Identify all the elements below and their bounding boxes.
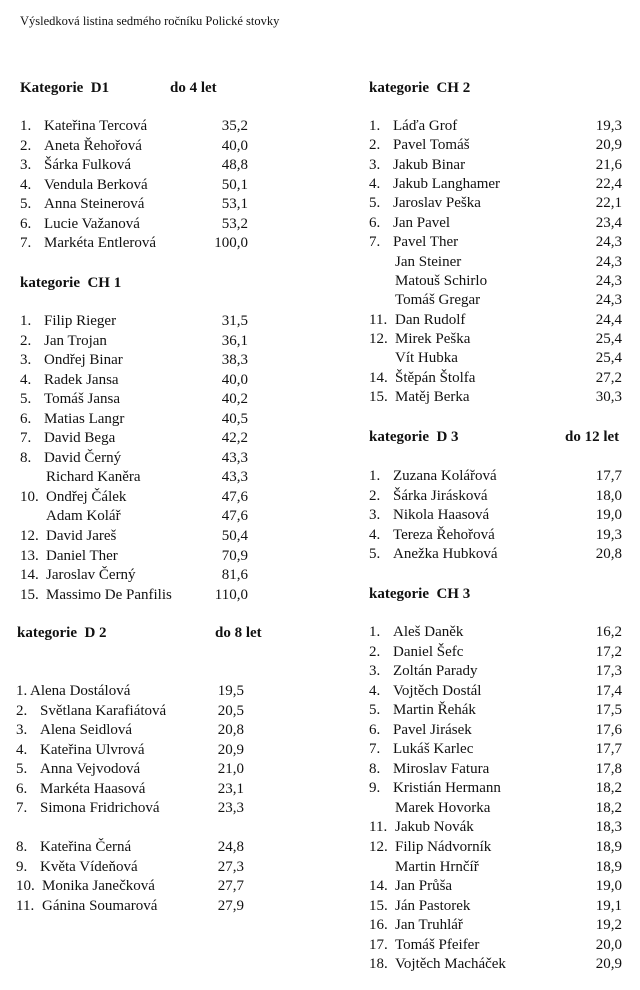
result-name: Kateřina Černá — [40, 839, 132, 855]
result-rank: 1. — [20, 313, 32, 329]
result-name: Anna Vejvodová — [40, 761, 141, 778]
result-rank: 14. — [20, 567, 39, 584]
results-list-d2-continued — [16, 838, 256, 916]
result-rank: 7. — [369, 234, 381, 251]
results-list-ch2 — [369, 117, 629, 407]
result-row — [369, 643, 629, 663]
result-value: 17,3 — [595, 663, 622, 680]
result-value: 18,0 — [595, 487, 622, 504]
result-name: Adam Kolář — [46, 508, 121, 525]
result-row — [369, 799, 629, 819]
result-rank: 2. — [16, 702, 28, 719]
result-row — [20, 449, 260, 469]
result-value: 42,2 — [221, 430, 248, 447]
category-heading-d2: kategorie D 2 — [17, 625, 107, 641]
result-rank: 7. — [20, 430, 32, 447]
result-rank: 8. — [20, 449, 32, 466]
result-name: Monika Janečková — [42, 878, 155, 895]
result-name: Alena Seidlová — [40, 722, 133, 739]
category-heading-d3: kategorie D 3 — [369, 429, 459, 445]
result-value: 43,3 — [221, 469, 248, 486]
result-value: 27,9 — [217, 897, 244, 914]
result-value: 22,4 — [595, 176, 622, 193]
result-name: Jakub Novák — [395, 819, 474, 836]
result-row — [20, 176, 260, 196]
result-row — [20, 156, 260, 176]
result-rank: 5. — [369, 195, 381, 212]
result-name: Aneta Řehořová — [44, 137, 142, 154]
result-rank: 17. — [369, 936, 388, 953]
result-row — [20, 488, 260, 508]
result-value: 40,5 — [221, 410, 248, 427]
result-rank: 12. — [369, 330, 388, 347]
result-name: Jakub Binar — [393, 156, 466, 173]
category-heading-d1: Kategorie D1 — [20, 80, 110, 96]
result-row — [369, 662, 629, 682]
result-value: 24,3 — [595, 234, 622, 251]
result-name: Láďa Grof — [393, 118, 458, 134]
result-rank: 5. — [20, 391, 32, 408]
result-name: Tomáš Jansa — [44, 391, 121, 408]
result-value: 18,2 — [595, 799, 622, 816]
result-name: David Bega — [44, 430, 116, 447]
result-rank: 4. — [16, 741, 28, 758]
result-value: 19,1 — [595, 897, 622, 914]
result-row — [20, 507, 260, 527]
result-value: 38,3 — [221, 352, 248, 369]
result-row — [369, 545, 629, 565]
result-value: 21,6 — [595, 156, 622, 173]
result-value: 17,7 — [595, 468, 622, 484]
result-value: 19,3 — [595, 118, 622, 134]
result-value: 24,3 — [595, 253, 622, 270]
result-row — [369, 388, 629, 407]
result-name: Tereza Řehořová — [393, 526, 495, 543]
result-rank: 4. — [369, 682, 381, 699]
result-name: Jan Pavel — [393, 214, 451, 231]
result-value: 17,4 — [595, 682, 622, 699]
result-name: Kristián Hermann — [393, 780, 501, 797]
result-row — [369, 467, 629, 487]
category-heading-ch2: kategorie CH 2 — [369, 80, 471, 96]
result-value: 20,8 — [595, 546, 622, 563]
result-name: Vojtěch Macháček — [395, 956, 506, 973]
result-value: 53,2 — [221, 215, 248, 232]
result-value: 18,9 — [595, 858, 622, 875]
result-value: 18,9 — [595, 839, 622, 856]
result-name: Daniel Ther — [46, 547, 118, 564]
result-row — [20, 215, 260, 235]
result-rank: 5. — [20, 196, 32, 213]
result-value: 50,4 — [221, 528, 248, 545]
result-rank: 3. — [20, 157, 32, 174]
result-row — [16, 799, 256, 819]
result-name: Ján Pastorek — [395, 897, 471, 914]
result-row — [16, 780, 256, 800]
result-value: 19,5 — [217, 683, 244, 699]
result-name: Vendula Berková — [44, 176, 148, 193]
result-row — [20, 332, 260, 352]
result-row — [369, 897, 629, 917]
result-rank: 5. — [369, 546, 381, 563]
result-row — [369, 311, 629, 330]
results-list-d3 — [369, 467, 629, 565]
result-row — [16, 702, 256, 722]
result-row — [20, 547, 260, 567]
result-row — [369, 721, 629, 741]
result-name: Matouš Schirlo — [395, 272, 488, 289]
result-row — [20, 234, 260, 254]
result-value: 17,8 — [595, 760, 622, 777]
result-row — [369, 156, 629, 175]
result-rank: 4. — [20, 176, 32, 193]
result-rank: 15. — [369, 897, 388, 914]
result-row — [369, 858, 629, 878]
result-row — [20, 371, 260, 391]
result-value: 22,1 — [595, 195, 622, 212]
result-row — [20, 566, 260, 586]
result-row — [369, 253, 629, 272]
result-name: Jan Steiner — [395, 253, 462, 270]
result-rank: 13. — [20, 547, 39, 564]
result-rank: 1. — [369, 624, 381, 640]
result-row — [369, 233, 629, 252]
result-rank: 8. — [16, 839, 28, 855]
result-rank: 16. — [369, 917, 388, 934]
result-name: Anežka Hubková — [393, 546, 498, 563]
result-rank: 3. — [369, 663, 381, 680]
result-row — [369, 349, 629, 368]
result-rank: 10. — [16, 878, 35, 895]
result-rank: 11. — [369, 311, 388, 328]
result-name: Tomáš Pfeifer — [395, 936, 480, 953]
result-name: Jan Truhlář — [395, 917, 463, 934]
result-name: Aleš Daněk — [393, 624, 464, 640]
result-value: 40,0 — [221, 137, 248, 154]
result-row — [369, 117, 629, 136]
result-name: Jan Trojan — [44, 332, 107, 349]
result-rank: 10. — [20, 488, 39, 505]
result-rank: 9. — [369, 780, 381, 797]
result-rank: 3. — [20, 352, 32, 369]
result-rank: 14. — [369, 369, 388, 386]
result-name: Filip Rieger — [44, 313, 117, 329]
result-name: Miroslav Fatura — [393, 760, 490, 777]
result-value: 20,8 — [217, 722, 244, 739]
result-value: 20,9 — [595, 137, 622, 154]
result-rank: 3. — [369, 156, 381, 173]
results-list-d1 — [20, 117, 260, 254]
result-rank: 4. — [369, 526, 381, 543]
document-title: Výsledková listina sedmého ročníku Polické stovky — [20, 14, 280, 28]
result-name: Simona Fridrichová — [40, 800, 160, 817]
result-value: 16,2 — [595, 624, 622, 640]
result-rank: 6. — [16, 780, 28, 797]
result-rank: 11. — [16, 897, 35, 914]
result-name: Zuzana Kolářová — [393, 468, 497, 484]
result-name: Dan Rudolf — [395, 311, 466, 328]
result-name: Šárka Jirásková — [393, 487, 488, 504]
result-value: 110,0 — [214, 586, 248, 603]
result-row — [20, 117, 260, 137]
result-name: Alena Dostálová — [30, 683, 131, 699]
result-rank: 15. — [20, 586, 39, 603]
result-row — [369, 272, 629, 291]
result-rank: 4. — [369, 176, 381, 193]
result-rank: 11. — [369, 819, 388, 836]
result-rank: 18. — [369, 956, 388, 973]
result-value: 53,1 — [221, 196, 248, 213]
result-name: Kateřina Ulvrová — [40, 741, 145, 758]
result-name: Martin Hrnčíř — [395, 858, 479, 875]
result-name: Richard Kaněra — [46, 469, 141, 486]
result-row — [369, 136, 629, 155]
result-row — [369, 701, 629, 721]
result-name: Matias Langr — [44, 410, 125, 427]
result-rank: 3. — [16, 722, 28, 739]
result-value: 20,5 — [217, 702, 244, 719]
result-rank: 2. — [20, 137, 32, 154]
result-value: 50,1 — [221, 176, 248, 193]
result-row — [369, 779, 629, 799]
result-row — [369, 818, 629, 838]
result-rank: 12. — [369, 839, 388, 856]
result-value: 23,1 — [217, 780, 244, 797]
result-name: Květa Vídeňová — [40, 858, 138, 875]
result-value: 43,3 — [221, 449, 248, 466]
result-value: 27,7 — [217, 878, 244, 895]
result-name: Matěj Berka — [395, 389, 470, 406]
result-name: Anna Steinerová — [44, 196, 145, 213]
result-value: 17,2 — [595, 643, 622, 660]
result-row — [20, 351, 260, 371]
result-rank: 2. — [369, 487, 381, 504]
result-rank: 1. — [369, 468, 381, 484]
result-rank: 7. — [20, 235, 32, 252]
age-limit-d1: do 4 let — [170, 80, 217, 96]
result-value: 20,9 — [595, 956, 622, 973]
result-row — [16, 877, 256, 897]
result-value: 19,0 — [595, 507, 622, 524]
result-name: David Jareš — [46, 528, 117, 545]
result-value: 17,5 — [595, 702, 622, 719]
result-name: Pavel Tomáš — [393, 137, 470, 154]
age-limit-d3: do 12 let — [565, 429, 620, 445]
result-row — [369, 291, 629, 310]
result-row — [369, 330, 629, 349]
result-value: 70,9 — [221, 547, 248, 564]
result-name: Tomáš Gregar — [395, 292, 481, 309]
result-row — [16, 682, 256, 702]
result-value: 21,0 — [217, 761, 244, 778]
result-rank: 15. — [369, 389, 388, 406]
result-row — [369, 623, 629, 643]
result-value: 18,2 — [595, 780, 622, 797]
result-name: Jakub Langhamer — [393, 176, 501, 193]
result-row — [369, 955, 629, 975]
result-row — [20, 586, 260, 606]
result-value: 36,1 — [221, 332, 248, 349]
result-row — [20, 312, 260, 332]
result-row — [20, 429, 260, 449]
result-name: Jaroslav Černý — [46, 567, 136, 584]
result-name: Daniel Šefc — [393, 643, 464, 660]
result-rank: 1. — [20, 118, 32, 134]
result-name: Lukáš Karlec — [393, 741, 474, 758]
result-rank: 6. — [20, 410, 32, 427]
result-value: 18,3 — [595, 819, 622, 836]
result-row — [16, 760, 256, 780]
result-name: Zoltán Parady — [393, 663, 478, 680]
result-row — [369, 506, 629, 526]
result-value: 24,3 — [595, 272, 622, 289]
category-heading-ch3: kategorie CH 3 — [369, 586, 471, 602]
result-rank: 6. — [369, 214, 381, 231]
result-value: 19,2 — [595, 917, 622, 934]
result-name: Mirek Peška — [395, 330, 471, 347]
result-row — [20, 468, 260, 488]
result-row — [16, 838, 256, 858]
result-name: Nikola Haasová — [393, 507, 490, 524]
result-row — [16, 858, 256, 878]
result-name: Pavel Ther — [393, 234, 459, 251]
results-list-ch1 — [20, 312, 260, 605]
result-name: Marek Hovorka — [395, 799, 491, 816]
result-rank: 2. — [369, 643, 381, 660]
result-value: 31,5 — [221, 313, 248, 329]
result-rank: 2. — [369, 137, 381, 154]
result-value: 81,6 — [221, 567, 248, 584]
result-name: Markéta Entlerová — [44, 235, 157, 252]
result-rank: 5. — [369, 702, 381, 719]
result-value: 48,8 — [221, 157, 248, 174]
result-value: 27,2 — [595, 369, 622, 386]
result-row — [16, 741, 256, 761]
result-rank: 14. — [369, 878, 388, 895]
result-rank: 7. — [369, 741, 381, 758]
results-list-ch3 — [369, 623, 629, 975]
result-value: 19,3 — [595, 526, 622, 543]
result-row — [16, 721, 256, 741]
result-rank: 8. — [369, 760, 381, 777]
result-value: 23,4 — [595, 214, 622, 231]
category-heading-ch1: kategorie CH 1 — [20, 275, 122, 291]
result-row — [20, 527, 260, 547]
result-name: Massimo De Panfilis — [46, 586, 172, 603]
result-row — [369, 487, 629, 507]
result-row — [369, 194, 629, 213]
result-rank: 1. — [16, 683, 28, 699]
result-row — [369, 526, 629, 546]
result-name: Vít Hubka — [395, 350, 458, 367]
result-name: David Černý — [44, 449, 122, 466]
result-row — [369, 740, 629, 760]
result-name: Jaroslav Peška — [393, 195, 481, 212]
result-rank: 2. — [20, 332, 32, 349]
result-name: Radek Jansa — [44, 371, 119, 388]
result-value: 23,3 — [217, 800, 244, 817]
result-row — [369, 369, 629, 388]
result-value: 25,4 — [595, 330, 622, 347]
age-limit-d2: do 8 let — [215, 625, 262, 641]
result-value: 25,4 — [595, 350, 622, 367]
result-name: Jan Průša — [395, 878, 453, 895]
result-row — [369, 916, 629, 936]
result-row — [20, 410, 260, 430]
result-value: 47,6 — [221, 488, 248, 505]
result-value: 40,2 — [221, 391, 248, 408]
result-rank: 9. — [16, 858, 28, 875]
result-value: 27,3 — [217, 858, 244, 875]
result-name: Vojtěch Dostál — [393, 682, 482, 699]
result-rank: 1. — [369, 118, 381, 134]
result-name: Ondřej Binar — [44, 352, 123, 369]
result-value: 17,6 — [595, 721, 622, 738]
result-row — [369, 760, 629, 780]
result-name: Markéta Haasová — [40, 780, 146, 797]
result-value: 20,0 — [595, 936, 622, 953]
result-row — [369, 682, 629, 702]
result-row — [369, 877, 629, 897]
result-name: Světlana Karafiátová — [40, 702, 167, 719]
result-row — [20, 390, 260, 410]
result-rank: 5. — [16, 761, 28, 778]
result-name: Filip Nádvorník — [395, 839, 492, 856]
result-row — [369, 936, 629, 956]
result-value: 24,8 — [217, 839, 244, 855]
result-row — [369, 838, 629, 858]
result-value: 35,2 — [221, 118, 248, 134]
result-rank: 6. — [20, 215, 32, 232]
result-name: Šárka Fulková — [44, 157, 132, 174]
result-name: Pavel Jirásek — [393, 721, 472, 738]
result-rank: 6. — [369, 721, 381, 738]
result-value: 19,0 — [595, 878, 622, 895]
result-rank: 12. — [20, 528, 39, 545]
result-value: 100,0 — [214, 235, 248, 252]
result-row — [20, 195, 260, 215]
result-row — [16, 897, 256, 917]
result-name: Lucie Važanová — [44, 215, 140, 232]
result-rank: 7. — [16, 800, 28, 817]
result-value: 47,6 — [221, 508, 248, 525]
result-value: 24,3 — [595, 292, 622, 309]
result-name: Kateřina Tercová — [44, 118, 148, 134]
result-row — [20, 137, 260, 157]
result-row — [369, 175, 629, 194]
result-name: Martin Řehák — [393, 702, 476, 719]
result-row — [369, 214, 629, 233]
result-name: Štěpán Štolfa — [395, 369, 476, 386]
result-value: 30,3 — [595, 389, 622, 406]
result-rank: 3. — [369, 507, 381, 524]
result-value: 24,4 — [595, 311, 622, 328]
result-value: 40,0 — [221, 371, 248, 388]
result-rank: 4. — [20, 371, 32, 388]
result-name: Ondřej Čálek — [46, 488, 127, 505]
result-name: Gánina Soumarová — [42, 897, 158, 914]
result-value: 20,9 — [217, 741, 244, 758]
results-list-d2 — [16, 682, 256, 819]
result-value: 17,7 — [595, 741, 622, 758]
